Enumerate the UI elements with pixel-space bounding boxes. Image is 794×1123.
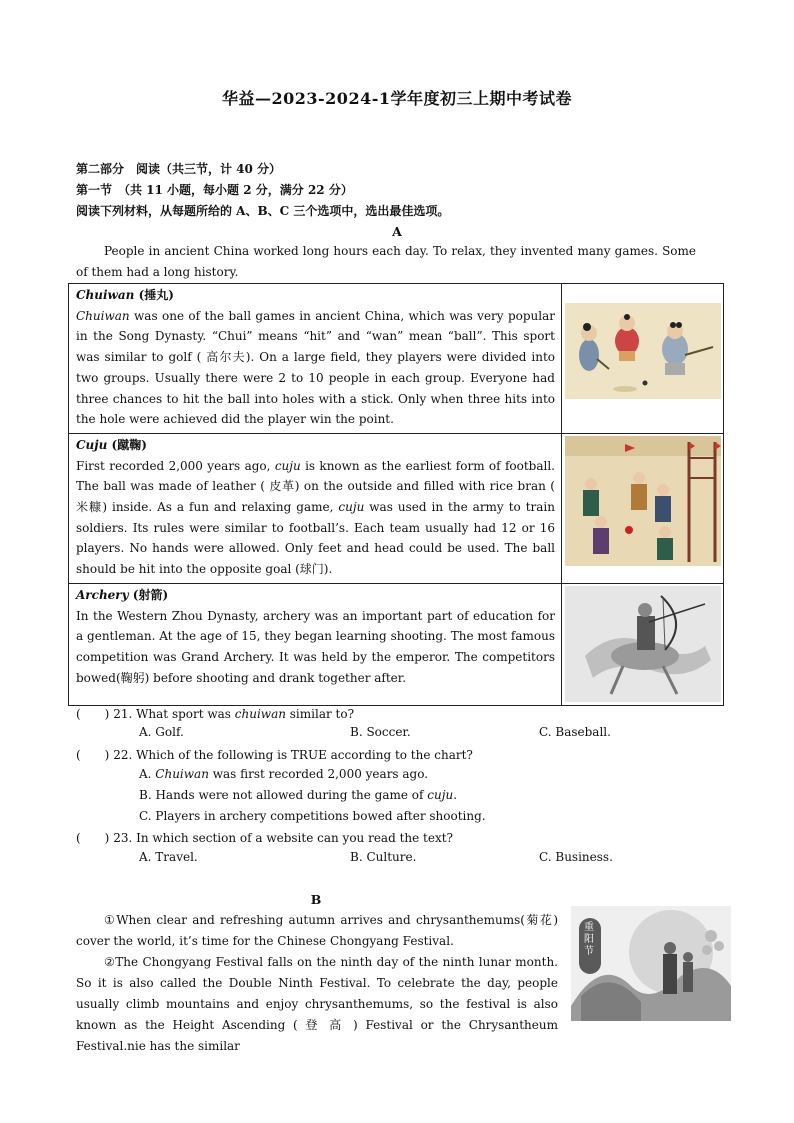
question-23 [76,829,453,846]
cuju-text-1: First recorded 2,000 years ago, [76,458,275,473]
chart-row-chuiwan [69,284,724,434]
answer-blank-21[interactable]: ( ) [76,707,110,721]
q21-stem-end: similar to? [285,707,355,721]
q22-option-a[interactable] [139,767,428,781]
q23-option-c[interactable]: C. Business. [539,850,613,864]
cuju-text [76,456,555,580]
cuju-text-2: is known as the earliest form of football. The ball was made of leather ( 皮革) on the outside and filled with rice bran ( 米糠) inside. As a fun and relaxing game, [76,458,555,515]
q22-option-b-pre: B. Hands were not allowed during the game of [139,788,428,802]
instruction-text: 阅读下列材料，从每题所给的 A、B、C 三个选项中，选出最佳选项。 [76,204,450,218]
q22-option-c-pre: C. Players in archery competitions bowed after shooting. [139,809,486,823]
archery-heading-cn: (射箭) [128,587,169,602]
passage-b-label: B [310,892,322,907]
q22-option-b-post: . [453,788,458,802]
q23-option-b[interactable]: B. Culture. [350,850,417,864]
archery-heading-en: Archery [76,587,129,602]
question-21 [76,705,354,722]
chuiwan-heading [76,285,555,306]
q22-option-b-italic: cuju [427,788,454,802]
chuiwan-illustration [565,303,721,399]
chongyang-poster-illustration [571,906,731,1021]
q23-option-a[interactable]: A. Travel. [139,850,198,864]
q22-stem: 22. Which of the following is TRUE according to the chart? [109,748,473,762]
answer-blank-23[interactable]: ( ) [76,831,110,845]
subsection-heading: 第一节 （共 11 小题，每小题 2 分，满分 22 分） [76,183,353,197]
answer-blank-22[interactable]: ( ) [76,748,110,762]
passage-a-label: A [392,224,402,239]
passage-b-paragraph-1: ①When clear and refreshing autumn arrives and chrysanthemums(菊花) cover the world, it’s time for the Chinese Chongyang Festival. [76,913,558,948]
q22-option-a-post: was first recorded 2,000 years ago. [208,767,429,781]
chart-row-cuju [69,433,724,583]
chuiwan-heading-cn: (捶丸) [134,288,174,302]
cuju-heading [76,435,555,456]
chuiwan-text-body: was one of the ball games in ancient China, which was very popular in the Song Dynasty. “Chui” means “hit” and “wan” mean “ball”. This sport was similar to golf ( 高尔夫). On a large field, they players were divided into two groups. Usually there were 2 to 10 people in each group. Everyone had three chances to hit the ball into holes with a stick. Only when three hits into the hole were achieved did the player win the point. [76,308,555,427]
q22-option-b[interactable] [139,788,457,802]
cuju-illustration [565,436,721,566]
q22-option-c[interactable] [139,809,486,823]
cuju-text-3: was used in the army to train soldiers. Its rules were similar to football’s. Each team usually had 12 or 16 players. No hands were allowed. Only feet and head could be used. The ball should be hit into the opposite goal (球门). [76,500,555,577]
cuju-heading-cn: (蹴鞠) [107,437,147,452]
games-chart-table [68,283,724,706]
archery-heading [76,585,555,606]
cuju-text-italic-1: cuju [274,458,301,473]
cuju-heading-en: Cuju [76,437,108,452]
q21-option-a[interactable]: A. Golf. [139,725,184,739]
archery-text: In the Western Zhou Dynasty, archery was an important part of education for a gentleman. At the age of 15, they began learning shooting. The most famous competition was Grand Archery. It was held by the emperor. The competitors bowed(鞠躬) before shooting and drank together after. [76,608,555,685]
q21-stem-italic: chuiwan [234,707,286,721]
chuiwan-text [76,306,555,430]
question-22 [76,746,473,763]
part-heading: 第二部分 阅读（共三节，计 40 分） [76,162,282,176]
q23-stem: 23. In which section of a website can you read the text? [109,831,453,845]
poster-title: 重阳节 [584,922,594,957]
q22-option-a-italic: Chuiwan [155,767,209,781]
passage-a-intro: People in ancient China worked long hours each day. To relax, they invented many games. Some of them had a long history. [76,244,696,279]
chart-row-archery [69,583,724,705]
chuiwan-text-italic: Chuiwan [76,308,130,323]
archery-illustration [565,586,721,702]
exam-title: 华益—2023-2024-1学年度初三上期中考试卷 [222,89,572,108]
q21-option-c[interactable]: C. Baseball. [539,725,611,739]
q21-stem: 21. What sport was [109,707,235,721]
q21-option-b[interactable]: B. Soccer. [350,725,411,739]
chuiwan-heading-en: Chuiwan [76,288,135,302]
passage-b-paragraph-2: ②The Chongyang Festival falls on the ninth day of the ninth lunar month. So it is also called the Double Ninth Festival. To celebrate the day, people usually climb mountains and enjoy chrysanthemums, so the festival is also known as the Height Ascending ( 登 高 ) Festival or the Chrysantheum Festival.nie has the similar [76,955,558,1053]
q22-option-a-pre: A. [139,767,156,781]
cuju-text-italic-2: cuju [338,500,365,515]
